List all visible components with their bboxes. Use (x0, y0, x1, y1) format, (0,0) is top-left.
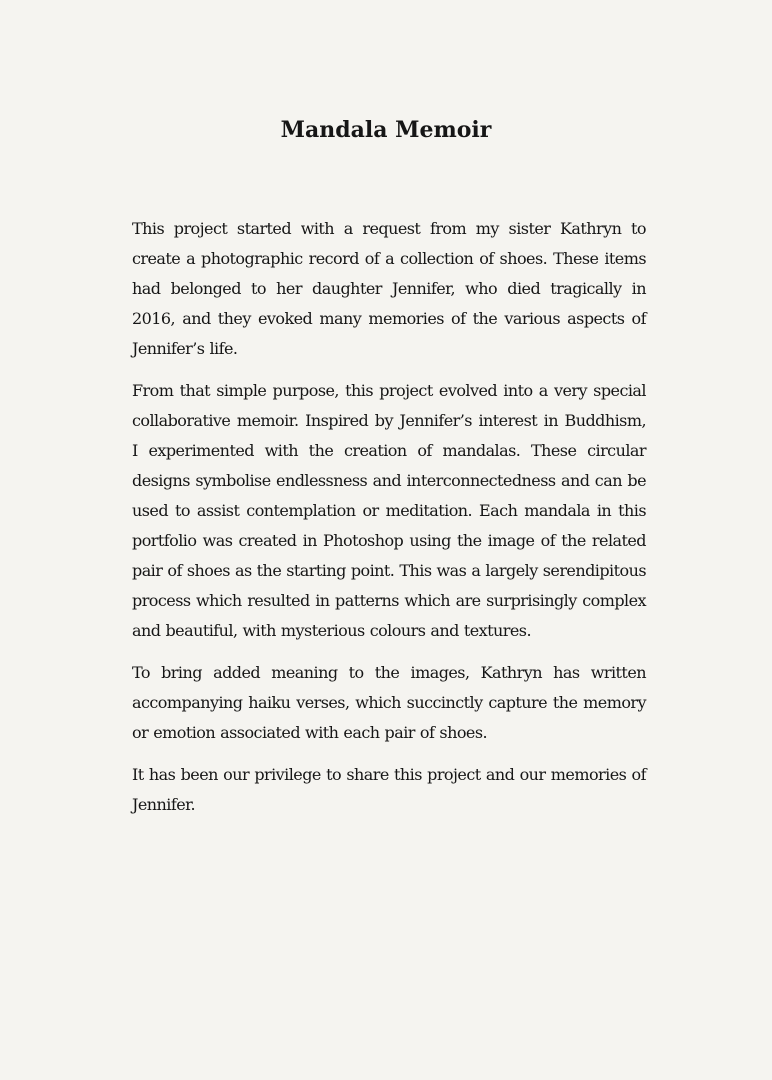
paragraph-3: To bring added meaning to the images, Kathryn has written accompanying haiku verses, which succinctly capture the memory or emotion associated with each pair of shoes. (132, 663, 646, 742)
document-title: Mandala Memoir (280, 117, 492, 143)
document-body (132, 214, 646, 820)
paragraph-1: This project started with a request from my sister Kathryn to create a photographic record of a collection of shoes. These items had belonged to her daughter Jennifer, who died tragically in 2016, and they evoked many memories of the various aspects of Jennifer’s life. (132, 219, 646, 358)
paragraph-2: From that simple purpose, this project evolved into a very special collaborative memoir. Inspired by Jennifer’s interest in Buddhism, I experimented with the creation of mandalas. These circular designs symbolise endlessness and interconnectedness and can be used to assist contemplation or meditation. Each mandala in this portfolio was created in Photoshop using the image of the related pair of shoes as the starting point. This was a largely serendipitous process which resulted in patterns which are surprisingly complex and beautiful, with mysterious colours and textures. (132, 381, 646, 640)
paragraph-4: It has been our privilege to share this project and our memories of Jennifer. (132, 765, 646, 814)
